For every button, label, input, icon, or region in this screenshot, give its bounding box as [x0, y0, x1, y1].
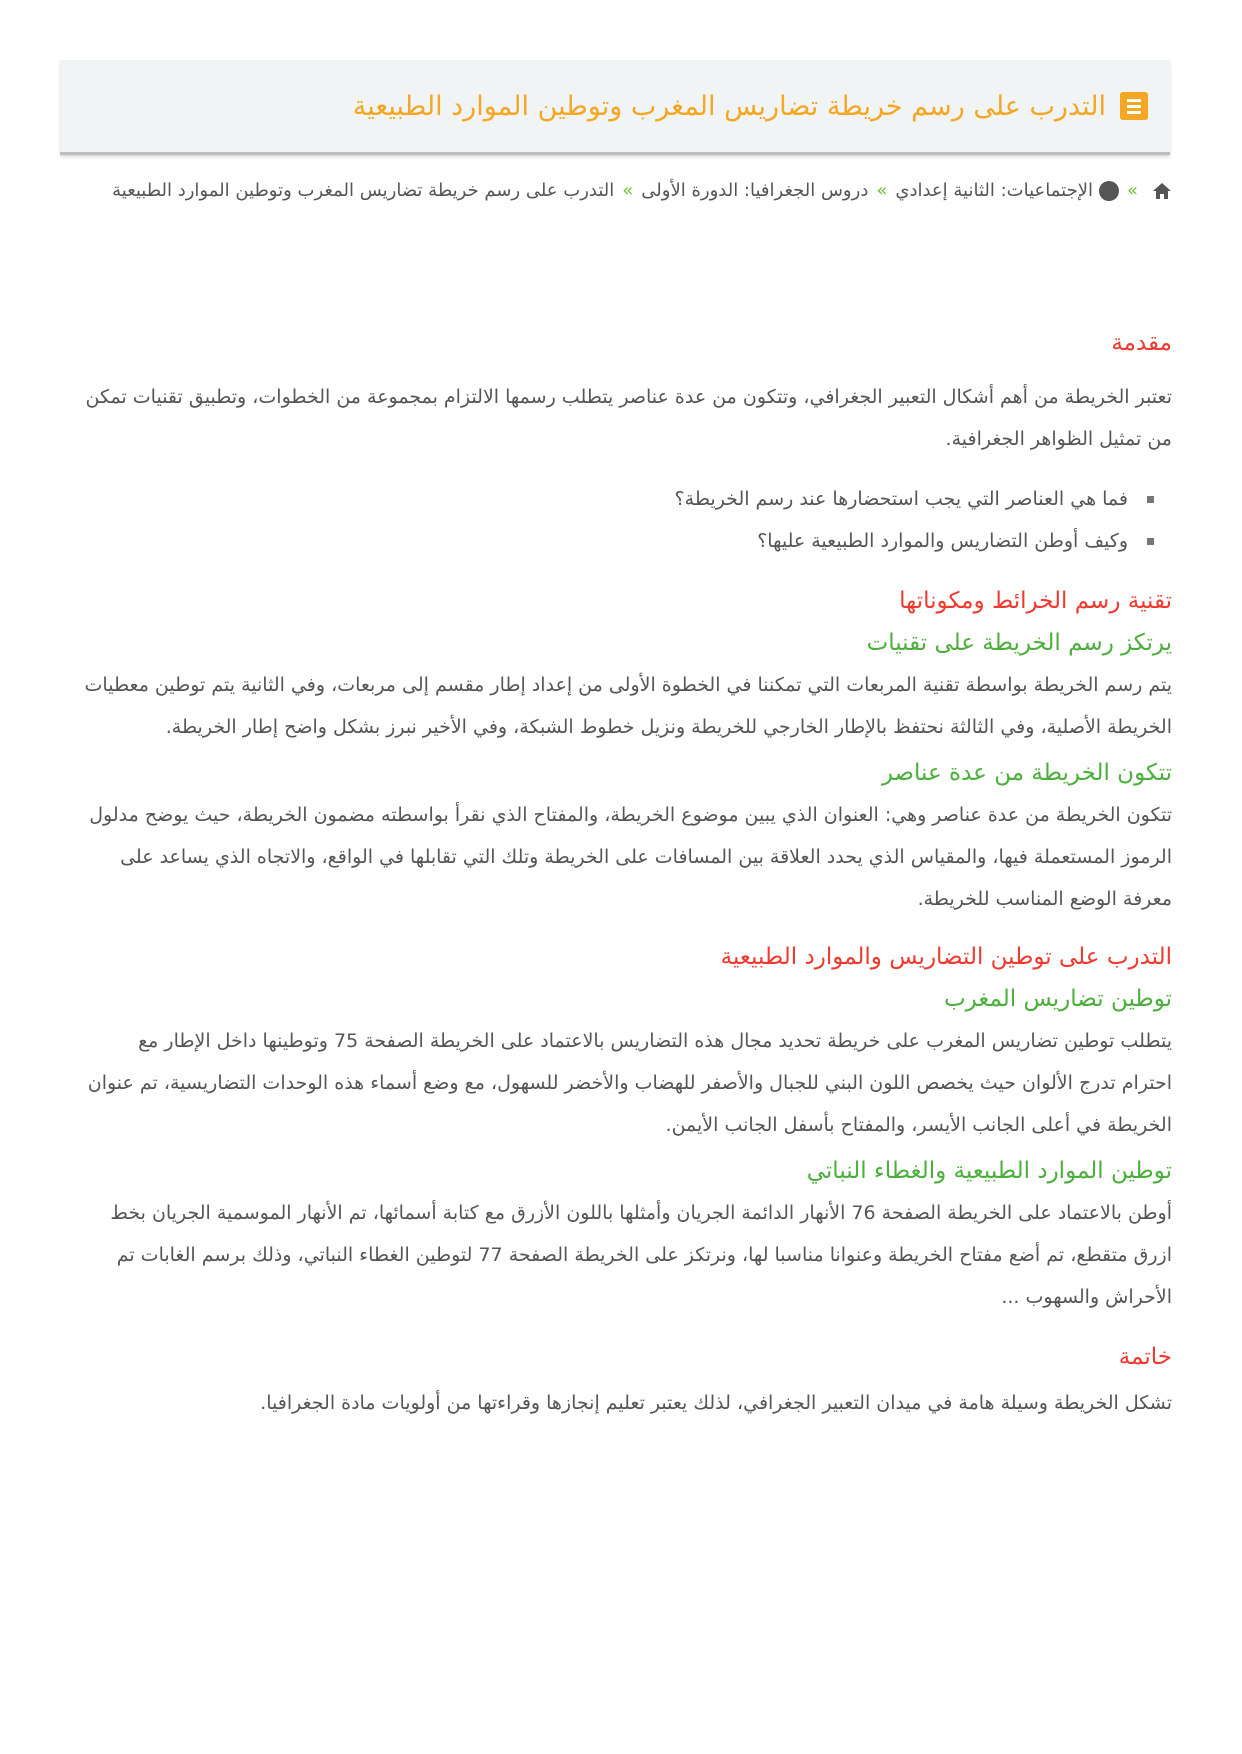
- intro-paragraph: تعتبر الخريطة من أهم أشكال التعبير الجغرافي، وتتكون من عدة عناصر يتطلب رسمها الالتزام بمجموعة من الخطوات، وتطبيق تقنيات تمكن من تمثيل الظواهر الجغرافية.: [85, 386, 1172, 450]
- home-icon[interactable]: [1152, 182, 1172, 200]
- subheading-1a: يرتكز رسم الخريطة على تقنيات: [866, 630, 1172, 656]
- subheading-1b: تتكون الخريطة من عدة عناصر: [881, 760, 1172, 786]
- globe-icon: [1099, 181, 1119, 201]
- document-icon: [1120, 92, 1148, 120]
- breadcrumb: [102, 170, 1172, 212]
- intro-heading: مقدمة: [1111, 330, 1172, 356]
- breadcrumb-item-subject[interactable]: الإجتماعيات: الثانية إعدادي: [895, 180, 1093, 201]
- page-title: التدرب على رسم خريطة تضاريس المغرب وتوطين الموارد الطبيعية: [352, 90, 1106, 122]
- conclusion-heading: خاتمة: [1118, 1344, 1172, 1370]
- conclusion-paragraph: تشكل الخريطة وسيلة هامة في ميدان التعبير الجغرافي، لذلك يعتبر تعليم إنجازها وقراءتها من أولويات مادة الجغرافيا.: [260, 1392, 1172, 1414]
- article-body: [82, 330, 1172, 1424]
- subheading-2b: توطين الموارد الطبيعية والغطاء النباتي: [806, 1158, 1172, 1184]
- paragraph-2a: يتطلب توطين تضاريس المغرب على خريطة تحديد مجال هذه التضاريس بالاعتماد على الخريطة الصفحة 75 وتوطينها داخل الإطار مع احترام تدرج الألوان حيث يخصص اللون البني للجبال والأصفر للهضاب والأخضر للسهول، مع وضع أسماء هذه الوحدات التضاريسية، تم عنوان الخريطة في أعلى الجانب الأيسر، والمفتاح بأسفل الجانب الأيمن.: [87, 1030, 1172, 1136]
- subheading-2a: توطين تضاريس المغرب: [944, 986, 1172, 1012]
- paragraph-1a: يتم رسم الخريطة بواسطة تقنية المربعات التي تمكننا في الخطوة الأولى من إعداد إطار مقسم إلى مربعات، وفي الثانية يتم توطين معطيات الخريطة الأصلية، وفي الثالثة نحتفظ بالإطار الخارجي للخريطة ونزيل خطوط الشبكة، وفي الأخير نبرز بشكل واضح إطار الخريطة.: [84, 674, 1172, 738]
- list-item: وكيف أوطن التضاريس والموارد الطبيعية عليها؟: [82, 520, 1154, 562]
- section-heading-1: تقنية رسم الخرائط ومكوناتها: [899, 588, 1172, 614]
- breadcrumb-separator: »: [876, 180, 888, 201]
- breadcrumb-separator: »: [1126, 180, 1138, 201]
- breadcrumb-item-lessons[interactable]: دروس الجغرافيا: الدورة الأولى: [641, 180, 869, 201]
- breadcrumb-separator: »: [622, 180, 634, 201]
- page-header: [60, 60, 1170, 155]
- list-item: فما هي العناصر التي يجب استحضارها عند رسم الخريطة؟: [82, 478, 1154, 520]
- questions-list: [82, 478, 1172, 562]
- paragraph-2b: أوطن بالاعتماد على الخريطة الصفحة 76 الأنهار الدائمة الجريان وأمثلها باللون الأزرق مع كتابة أسمائها، تم الأنهار الموسمية الجريان بخط ازرق متقطع، تم أضع مفتاح الخريطة وعنوانا مناسبا لها، ونرتكز على الخريطة الصفحة 77 لتوطين الغطاء النباتي، وذلك برسم الغابات تم الأحراش والسهوب ...: [110, 1202, 1172, 1308]
- breadcrumb-current: التدرب على رسم خريطة تضاريس المغرب وتوطين الموارد الطبيعية: [112, 180, 615, 201]
- paragraph-1b: تتكون الخريطة من عدة عناصر وهي: العنوان الذي يبين موضوع الخريطة، والمفتاح الذي نقرأ بواسطته مضمون الخريطة، حيث يوضح مدلول الرموز المستعملة فيها، والمقياس الذي يحدد العلاقة بين المسافات على الخريطة وتلك التي تقابلها في الواقع، والاتجاه الذي يساعد على معرفة الوضع المناسب للخريطة.: [89, 804, 1172, 910]
- section-heading-2: التدرب على توطين التضاريس والموارد الطبيعية: [720, 944, 1172, 970]
